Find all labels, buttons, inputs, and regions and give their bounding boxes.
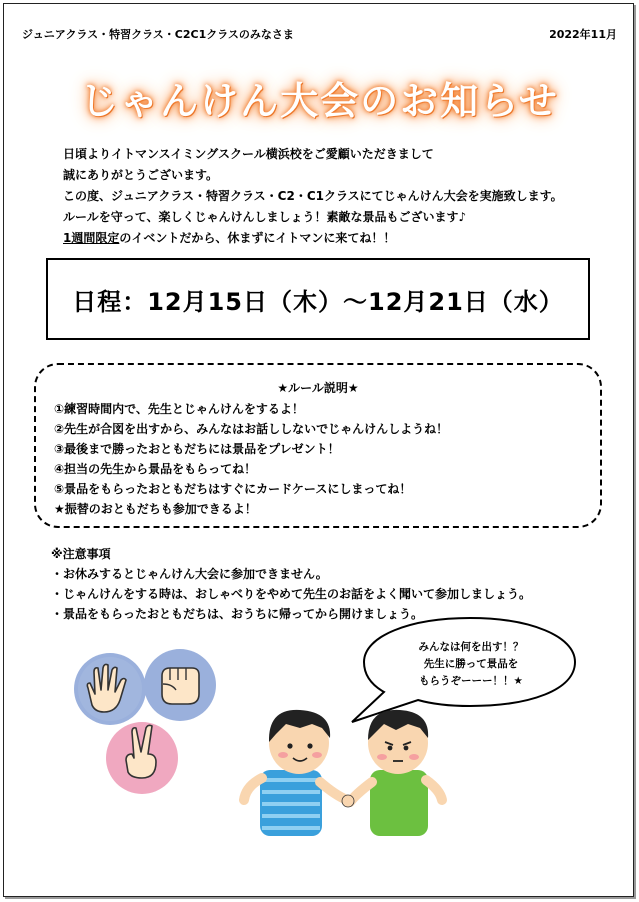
issue-date: 2022年11月	[549, 28, 617, 41]
scissors-hand-icon	[106, 722, 178, 794]
schedule-text: 日程：12月15日（木）〜12月21日（水）	[72, 287, 564, 316]
rock-hand-icon	[144, 649, 216, 721]
rule-item: ③最後まで勝ったおともだちには景品をプレゼント！	[54, 442, 340, 456]
note-item: ・お休みするとじゃんけん大会に参加できません。	[51, 567, 328, 581]
note-item: ・じゃんけんをする時は、おしゃべりをやめて先生のお話をよく聞いて参加しましょう。	[51, 587, 532, 601]
rule-item: ②先生が合図を出すから、みんなはお話ししないでじゃんけんしようね！	[54, 422, 449, 436]
bubble-line: 先生に勝って景品を	[423, 658, 519, 670]
rule-item: ④担当の先生から景品をもらってね！	[54, 462, 257, 476]
rule-item: ⑤景品をもらったおともだちはすぐにカードケースにしまってね！	[54, 482, 412, 496]
paper-hand-icon	[74, 653, 146, 725]
intro-line: この度、ジュニアクラス・特習クラス・C2・C1クラスにてじゃんけん大会を実施致します。	[63, 189, 563, 203]
bubble-line: みんなは何を出す！？	[418, 641, 524, 653]
rules-title: ★ルール説明★	[277, 381, 359, 395]
bubble-line: もらうぞーーー！！★	[419, 675, 523, 687]
page-title: じゃんけん大会のお知らせ	[80, 79, 559, 123]
intro-line: 誠にありがとうございます。	[63, 168, 219, 182]
boy-blue-shirt	[244, 710, 347, 836]
notes-heading: ※注意事項	[51, 547, 111, 561]
intro-line: 日頃よりイトマンスイミングスクール横浜校をご愛顧いただきまして	[63, 147, 434, 161]
audience-label: ジュニアクラス・特習クラス・C2C1クラスのみなさま	[22, 28, 294, 41]
boy-green-shirt	[342, 710, 442, 836]
rule-item: ①練習時間内で、先生とじゃんけんをするよ！	[54, 402, 304, 416]
intro-line: ルールを守って、楽しくじゃんけんしましょう！素敵な景品もございます♪	[63, 210, 467, 224]
rule-item: ★振替のおともだちも参加できるよ！	[54, 502, 257, 516]
speech-bubble-text	[396, 639, 546, 690]
limited-period-text: 1週間限定	[63, 231, 120, 245]
intro-line-rest: のイベントだから、休まずにイトマンに来てね！！	[119, 231, 396, 245]
note-item: ・景品をもらったおともだちは、おうちに帰ってから開けましょう。	[51, 607, 424, 621]
